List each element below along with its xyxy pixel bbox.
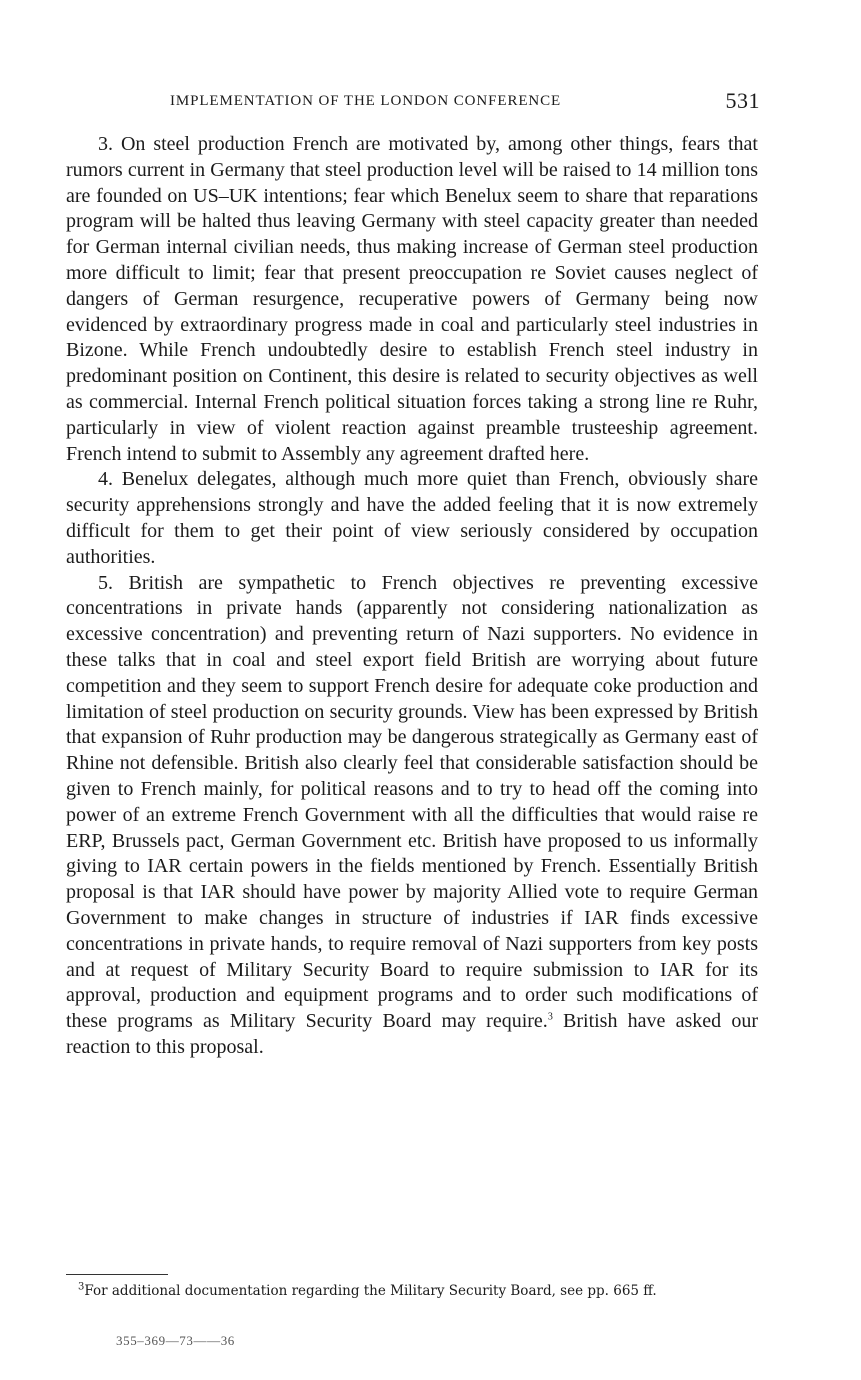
running-title: IMPLEMENTATION OF THE LONDON CONFERENCE	[170, 93, 562, 109]
paragraph-5-ending: British have asked our reaction to this proposal.	[66, 1010, 759, 1058]
paragraph-5	[66, 571, 758, 1061]
page-number: 531	[725, 88, 760, 113]
body-text	[66, 132, 758, 1061]
running-head	[170, 88, 760, 116]
print-code: 355–369—73——36	[116, 1333, 235, 1348]
footnote-divider	[66, 1274, 168, 1275]
footnote-text: For additional documentation regarding the Military Security Board, see pp. 665 ff.	[84, 1283, 657, 1299]
footnote	[66, 1283, 751, 1300]
footnote-marker: 3	[78, 1281, 85, 1293]
paragraph-4: 4. Benelux delegates, although much more quiet than French, obviously share security apprehensions strongly and have the added feeling that it is now extremely difficult for them to get their point of view seriously considered by occupation authorities.	[66, 468, 758, 568]
footnote-reference: 3	[547, 1011, 553, 1023]
paragraph-5-text: 5. British are sympathetic to French objectives re preventing excessive concentrations in private hands (apparently not considering nationalization as excessive concentration) and preventing return of Nazi supporters. No evidence in these talks that in coal and steel export field British are worrying about future competition and they seem to support French desire for adequate coke production and limitation of steel production on security grounds. View has been expressed by British that expansion of Ruhr production may be dangerous strategically as Germany east of Rhine not defensible. British also clearly feel that considerable satisfaction should be given to French mainly, for political reasons and to try to head off the coming into power of an extreme French Government with all the difficulties that would raise re ERP, Brussels pact, German Government etc. British have proposed to us informally giving to IAR certain powers in the fields mentioned by French. Essentially British proposal is that IAR should have power by majority Allied vote to require German Government to make changes in structure of industries if IAR finds excessive concentrations in private hands, to require removal of Nazi supporters from key posts and at request of Military Security Board to require submission to IAR for its approval, production and equipment programs and to order such modifications of these programs as Military Security Board may require.	[66, 571, 758, 1033]
paragraph-3: 3. On steel production French are motivated by, among other things, fears that rumors current in Germany that steel production level will be raised to 14 million tons are founded on US–UK intentions; fear which Benelux seem to share that reparations program will be halted thus leaving Germany with steel capacity greater than needed for German internal civilian needs, thus making increase of German steel production more difficult to limit; fear that present preoccupation re Soviet causes neglect of dangers of German resurgence, recuperative powers of Germany being now evidenced by extraordinary progress made in coal and particularly steel industries in Bizone. While French undoubtedly desire to establish French steel industry in predominant position on Continent, this desire is related to security objectives as well as commercial. Internal French political situation forces taking a strong line re Ruhr, particularly in view of violent reaction against preamble trusteeship agreement. French intend to submit to Assembly any agreement drafted here.	[66, 133, 758, 465]
